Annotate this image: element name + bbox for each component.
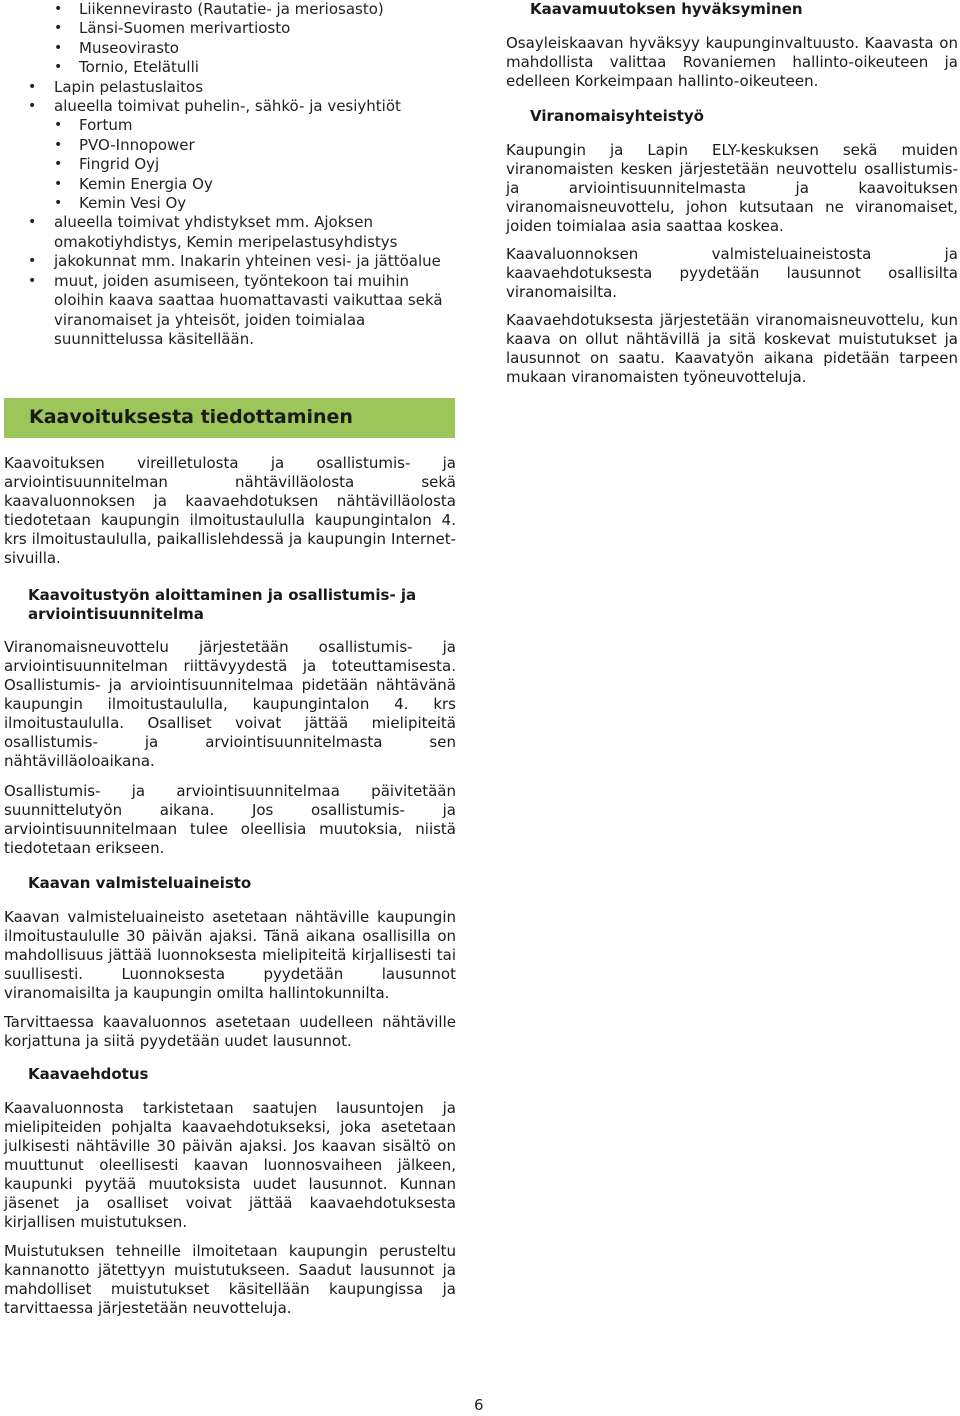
section-title-band: [4, 398, 455, 438]
paragraph-authority-cooperation-3: Kaavaehdotuksesta järjestetään viranomaisneuvottelu, kun kaava on ollut nähtävillä ja sitä koskevat muistutukset ja lausunnot on saatu. Kaavatyön aikana pidetään tarpeen mukaan viranomaisten työneuvotteluja.: [506, 311, 958, 386]
list-item: • Lapin pelastuslaitos: [4, 78, 456, 97]
list-item: • Tornio, Etelätulli: [4, 58, 456, 77]
paragraph-informing: Kaavoituksen vireilletulosta ja osallistumis- ja arviointisuunnitelman nähtävilläolosta sekä kaavaluonnoksen ja kaavaehdotuksen nähtävilläolosta tiedotetaan kaupungin ilmoitustaululla kaupungintalon 4. krs ilmoitustaululla, paikallislehdessä ja kaupungin Internet-sivuilla.: [4, 454, 456, 567]
list-item: • PVO-Innopower: [4, 136, 456, 155]
heading-plan-proposal: Kaavaehdotus: [28, 1065, 149, 1083]
stakeholder-list: [4, 0, 456, 349]
paragraph-work-start-1: Viranomaisneuvottelu järjestetään osallistumis- ja arviointisuunnitelman riittävyydestä ja toteuttamisesta. Osallistumis- ja arviointisuunnitelmaa pidetään nähtävänä kaupungin ilmoitustaululla, kaupungintalon 4. krs ilmoitustaululla. Osalliset voivat jättää mielipiteitä osallistumis- ja arviointisuunnitelmasta sen nähtävilläoloaikana.: [4, 638, 456, 770]
list-item: • Kemin Energia Oy: [4, 175, 456, 194]
heading-authority-cooperation: Viranomaisyhteistyö: [530, 107, 704, 125]
list-item: • alueella toimivat yhdistykset mm. Ajoksen omakotiyhdistys, Kemin meripelastusyhdistys: [4, 213, 456, 252]
heading-work-start: Kaavoitustyön aloittaminen ja osallistumis- ja arviointisuunnitelma: [28, 586, 417, 623]
list-item: • Liikennevirasto (Rautatie- ja meriosasto): [4, 0, 456, 19]
list-item: • Länsi-Suomen merivartiosto: [4, 19, 456, 38]
stakeholder-list-section: [4, 0, 456, 349]
list-item: • alueella toimivat puhelin-, sähkö- ja vesiyhtiöt: [4, 97, 456, 116]
paragraph-authority-cooperation-2: Kaavaluonnoksen valmisteluaineistosta ja kaavaehdotuksesta pyydetään lausunnot osallisilta viranomaisilta.: [506, 245, 958, 301]
page-number: 6: [474, 1396, 484, 1414]
list-item: • muut, joiden asumiseen, työntekoon tai muihin oloihin kaava saattaa huomattavasti vaikuttaa sekä viranomaiset ja yhteisöt, joiden toimialaa suunnittelussa käsitellään.: [4, 272, 456, 350]
left-body-column: [4, 454, 456, 1318]
list-item: • jakokunnat mm. Inakarin yhteinen vesi- ja jättöalue: [4, 252, 456, 271]
paragraph-proposal-2: Muistutuksen tehneille ilmoitetaan kaupungin perusteltu kannanotto jätettyyn muistutukseen. Saadut lausunnot ja mahdolliset muistutukset käsitellään kaupungissa ja tarvittaessa järjestetään neuvotteluja.: [4, 1242, 456, 1317]
right-column: [506, 0, 958, 387]
list-item: • Kemin Vesi Oy: [4, 194, 456, 213]
paragraph-plan-approval: Osayleiskaavan hyväksyy kaupunginvaltuusto. Kaavasta on mahdollista valittaa Rovaniemen hallinto-oikeuteen ja edelleen Korkeimpaan hallinto-oikeuteen.: [506, 34, 958, 90]
list-item: • Museovirasto: [4, 39, 456, 58]
heading-plan-approval: Kaavamuutoksen hyväksyminen: [530, 0, 803, 18]
paragraph-preparation-1: Kaavan valmisteluaineisto asetetaan nähtäville kaupungin ilmoitustaululle 30 päivän ajaksi. Tänä aikana osallisilla on mahdollisuus jättää luonnoksesta mielipiteitä kirjallisesti tai suullisesti. Luonnoksesta pyydetään lausunnot viranomaisilta ja kaupungin omilta hallintokunnilta.: [4, 908, 456, 1002]
paragraph-proposal-1: Kaavaluonnosta tarkistetaan saatujen lausuntojen ja mielipiteiden pohjalta kaavaehdotukseksi, joka asetetaan julkisesti nähtäville 30 päivän ajaksi. Jos kaavan sisältö on muuttunut oleellisesti kaavan luonnosvaiheen jälkeen, kaupunki pyytää muutoksista uudet lausunnot. Kunnan jäsenet ja osalliset voivat jättää kaavaehdotuksesta kirjallisen muistutuksen.: [4, 1099, 456, 1231]
list-item: • Fortum: [4, 116, 456, 135]
paragraph-preparation-2: Tarvittaessa kaavaluonnos asetetaan uudelleen nähtäville korjattuna ja siitä pyydetään uudet lausunnot.: [4, 1013, 456, 1050]
paragraph-authority-cooperation-1: Kaupungin ja Lapin ELY-keskuksen sekä muiden viranomaisten kesken järjestetään neuvottelu osallistumis- ja arviointisuunnitelmasta ja kaavoituksen viranomaisneuvottelu, johon kutsutaan ne viranomaiset, joiden toimialaa asia saattaa koskea.: [506, 141, 958, 235]
section-title: Kaavoituksesta tiedottaminen: [29, 406, 353, 428]
paragraph-work-start-2: Osallistumis- ja arviointisuunnitelmaa päivitetään suunnittelutyön aikana. Jos osallistumis- ja arviointisuunnitelmaan tulee oleellisia muutoksia, niistä tiedotetaan erikseen.: [4, 782, 456, 857]
list-item: • Fingrid Oyj: [4, 155, 456, 174]
heading-preparation-material: Kaavan valmisteluaineisto: [28, 874, 252, 892]
